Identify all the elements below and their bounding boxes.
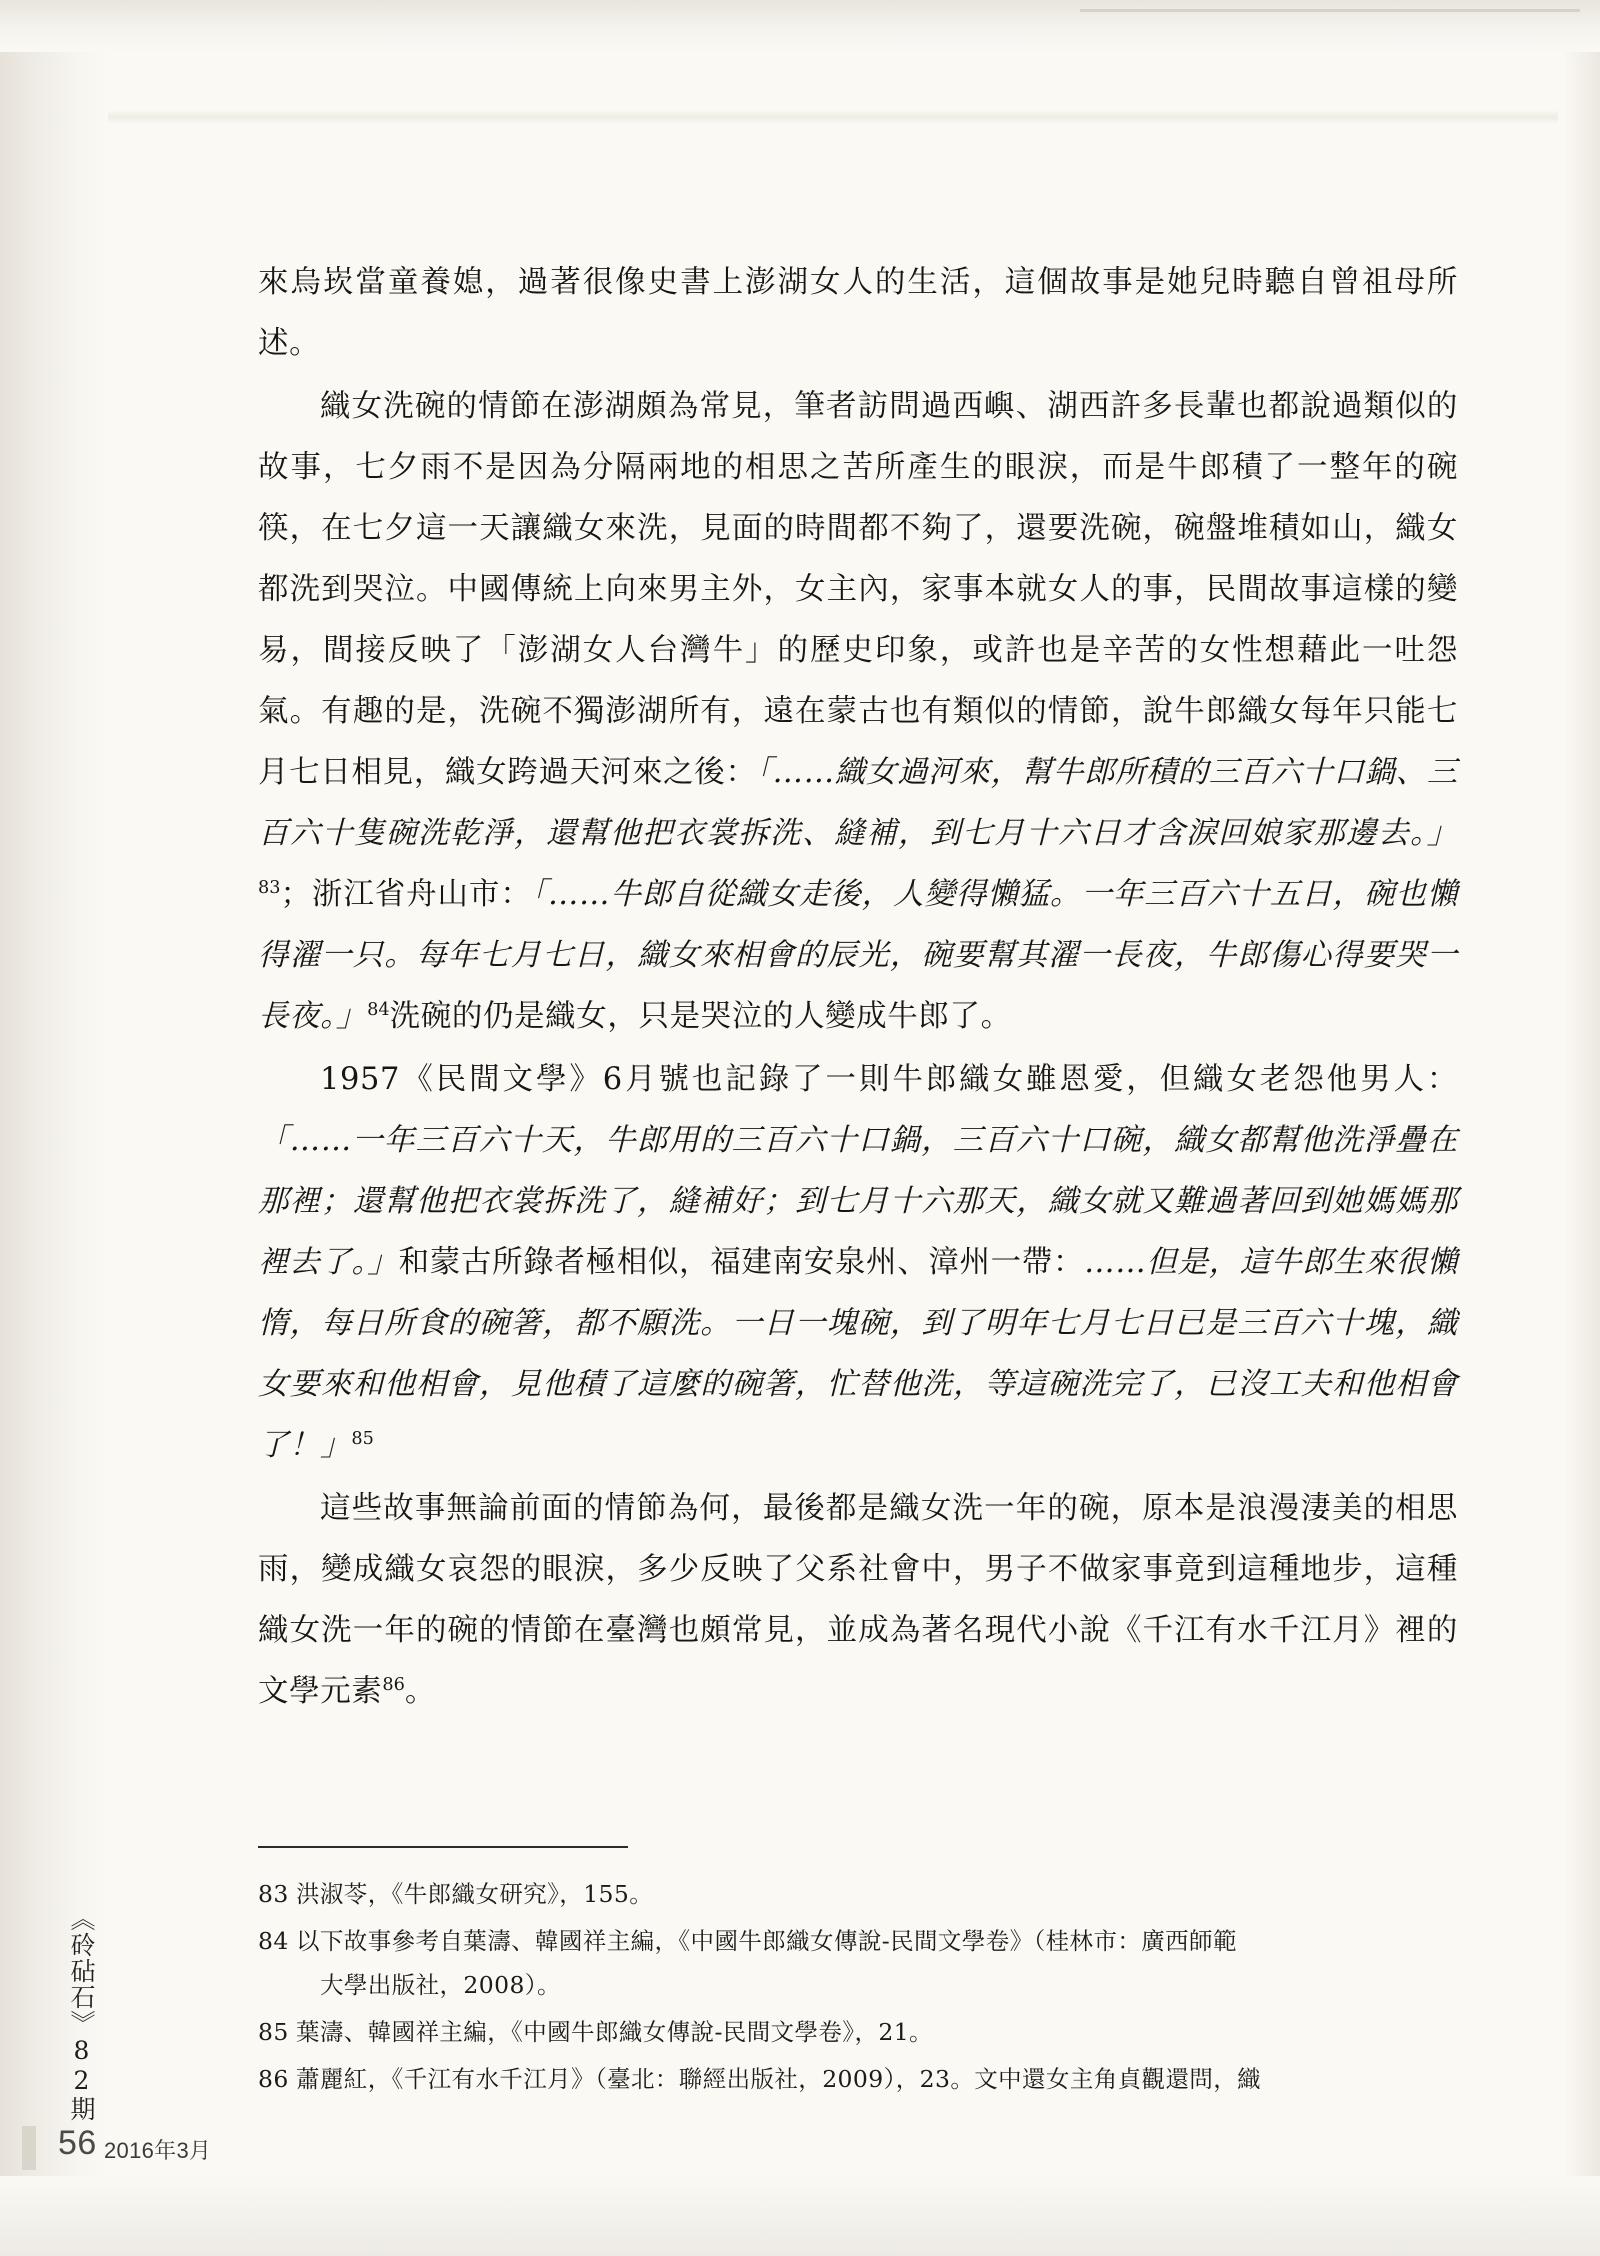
paragraph-lead-text: 1957《民間文學》6月號也記錄了一則牛郎織女雖恩愛，但織女老怨他男人： (320, 1062, 1458, 1097)
footnote-list (258, 1872, 1473, 2104)
footnote-marker-83[interactable]: 83 (258, 877, 281, 898)
scan-artifact-band (108, 110, 1558, 124)
footnote-number: 86 (258, 2065, 289, 2093)
scan-artifact-line (1080, 9, 1580, 12)
vertical-running-title: 《砱砧石》82期 (67, 1906, 96, 2122)
page-number: 56 (58, 2124, 97, 2162)
paragraph-text: 這些故事無論前面的情節為何，最後都是織女洗一年的碗，原本是浪漫淒美的相思雨，變成織女哀怨的眼淚，多少反映了父系社會中，男子不做家事竟到這種地步，這種織女洗一年的碗的情節在臺灣也頗常見，並成為著名現代小說《千江有水千江月》裡的文學元素 (258, 1491, 1458, 1709)
paragraph-text: 織女洗碗的情節在澎湖頗為常見，筆者訪問過西嶼、湖西許多長輩也都說過類似的故事，七夕雨不是因為分隔兩地的相思之苦所產生的眼淚，而是牛郎積了一整年的碗筷，在七夕這一天讓織女來洗，見面的時間都不夠了，還要洗碗，碗盤堆積如山，織女都洗到哭泣。中國傳統上向來男主外，女主內，家事本就女人的事，民間故事這樣的變易，間接反映了「澎湖女人台灣牛」的歷史印象，或許也是辛苦的女性想藉此一吐怨氣。有趣的是，洗碗不獨澎湖所有，遠在蒙古也有類似的情節，說牛郎織女每年只能七月七日相見，織女跨過天河來之後： (258, 389, 1458, 790)
footnote-item (258, 2010, 1473, 2054)
page-top-edge-shadow (0, 0, 1600, 52)
footnote-separator-rule (258, 1846, 628, 1848)
footnote-text-continuation: 大學出版社，2008）。 (320, 1971, 561, 1999)
footnote-marker-86[interactable]: 86 (382, 1674, 405, 1695)
footnote-number: 83 (258, 1880, 289, 1908)
footnote-number: 84 (258, 1927, 289, 1955)
paragraph-mid-text: ；浙江省舟山市： (280, 877, 532, 912)
paragraph-weaver-washing (258, 376, 1458, 1047)
paragraph-1957-folklore (258, 1049, 1458, 1476)
folio-accent-bar (22, 2126, 36, 2170)
issue-date: 2016年3月 (104, 2138, 212, 2163)
footnote-text: 蕭麗紅，《千江有水千江月》（臺北：聯經出版社，2009），23。文中還女主角貞觀還問，織 (296, 2065, 1262, 2093)
page-right-gutter-shadow (1564, 0, 1600, 2256)
body-text-column (258, 252, 1458, 1724)
quoted-passage-zhoushan: 「……牛郎自從織女走後，人變得懶猛。一年三百六十五日，碗也懶得濯一只。每年七月七日，織女來相會的辰光，碗要幫其濯一長夜，牛郎傷心得要哭一長夜。」 (258, 877, 1458, 1034)
footnote-text: 以下故事參考自葉濤、韓國祥主編，《中國牛郎織女傳說-民間文學卷》（桂林市：廣西師範 (296, 1927, 1237, 1955)
paragraph-conclusion (258, 1478, 1458, 1722)
footnote-number: 85 (258, 2018, 289, 2046)
quoted-passage-mongolia: 「……織女過河來，幫牛郎所積的三百六十口鍋、三百六十隻碗洗乾淨，還幫他把衣裳拆洗、縫補，到七月十六日才含淚回娘家那邊去。」 (258, 755, 1458, 851)
paragraph-continuation (258, 252, 1458, 374)
footnote-marker-84[interactable]: 84 (367, 999, 390, 1020)
paragraph-mid-text: 和蒙古所錄者極相似，福建南安泉州、漳州一帶： (398, 1245, 1085, 1280)
paragraph-text: 來烏崁當童養媳，過著很像史書上澎湖女人的生活，這個故事是她兒時聽自曾祖母所述。 (258, 265, 1458, 361)
paragraph-tail-text: 。 (404, 1674, 437, 1709)
footnote-item (258, 1872, 1473, 1916)
quoted-passage-fujian: ……但是，這牛郎生來很懶惰，每日所食的碗箸，都不願洗。一日一塊碗，到了明年七月七日已是三百六十塊，織女要來和他相會，見他積了這麼的碗箸，忙替他洗，等這碗洗完了，已沒工夫和他相會了！」 (258, 1245, 1459, 1463)
paragraph-tail-text: 洗碗的仍是織女，只是哭泣的人變成牛郎了。 (389, 999, 1012, 1034)
footnote-item (258, 1919, 1473, 2007)
footnote-text: 洪淑苓，《牛郎織女研究》，155。 (296, 1880, 654, 1908)
footnote-item (258, 2057, 1473, 2101)
page-bottom-edge-shadow (0, 2176, 1600, 2256)
quoted-passage-1957: 「……一年三百六十天，牛郎用的三百六十口鍋，三百六十口碗，織女都幫他洗淨疊在那裡；還幫他把衣裳拆洗了，縫補好；到七月十六那天，織女就又難過著回到她媽媽那裡去了。」 (258, 1123, 1458, 1280)
footnote-marker-85[interactable]: 85 (351, 1428, 374, 1449)
footnote-text: 葉濤、韓國祥主編，《中國牛郎織女傳說-民間文學卷》，21。 (296, 2018, 933, 2046)
